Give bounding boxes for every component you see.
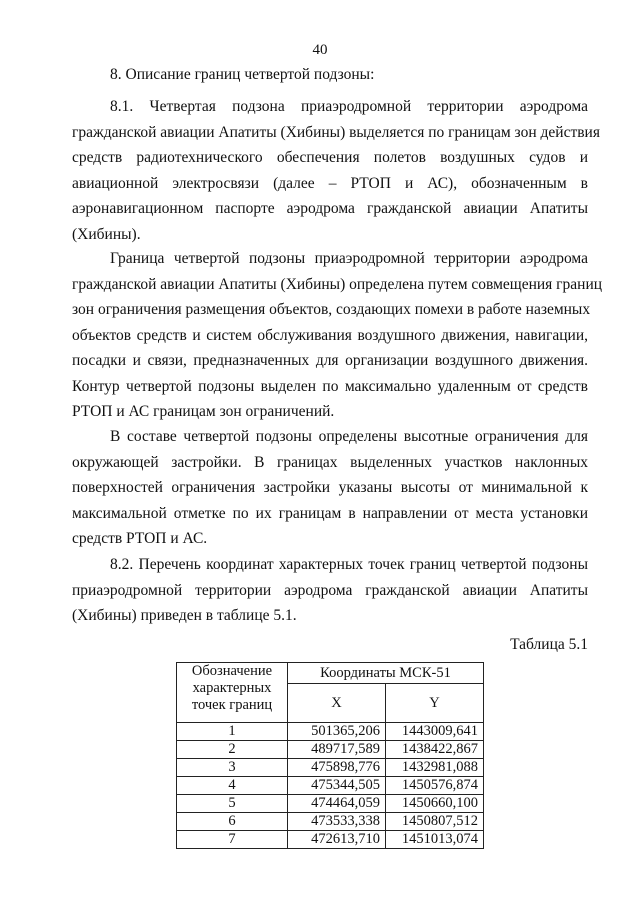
point-number-cell: 7 xyxy=(177,831,288,849)
table-row xyxy=(177,741,484,759)
paragraph-boundary xyxy=(72,246,603,425)
table-row xyxy=(177,777,484,795)
point-number-cell: 3 xyxy=(177,759,288,777)
x-cell: 475344,505 xyxy=(288,777,386,795)
col-header-y: Y xyxy=(386,684,484,723)
table-caption: Таблица 5.1 xyxy=(510,636,588,653)
paragraph-line: Граница четвертой подзоны приаэродромной территории аэродрома xyxy=(110,250,588,267)
paragraph-line: поверхностей ограничения застройки указаны высоты от минимальной к xyxy=(72,479,588,496)
paragraph-line: приаэродромной территории аэродрома гражданской авиации Апатиты xyxy=(72,581,588,599)
y-cell: 1451013,074 xyxy=(386,831,484,849)
paragraph-line: авиационной электросвязи (далее – РТОП и АС), обозначенным в xyxy=(72,174,588,192)
point-number-cell: 4 xyxy=(177,777,288,795)
paragraph-line: Контур четвертой подзоны выделен по максимально удаленным от средств xyxy=(72,377,588,395)
x-cell: 489717,589 xyxy=(288,741,386,759)
col-header-coordinates: Координаты МСК-51 xyxy=(288,663,484,684)
paragraph-line: средств радиотехнического обеспечения полетов воздушных судов и xyxy=(72,149,588,166)
col-header-line: характерных xyxy=(192,680,272,696)
paragraph-line: 8.1. Четвертая подзона приаэродромной территории аэродрома xyxy=(110,98,588,115)
x-cell: 472613,710 xyxy=(288,831,386,849)
paragraph-line: средств РТОП и АС. xyxy=(72,530,208,547)
paragraph-line: 8.2. Перечень координат характерных точек границ четвертой подзоны xyxy=(110,556,588,573)
point-number-cell: 6 xyxy=(177,813,288,831)
y-cell: 1450576,874 xyxy=(386,777,484,795)
coordinates-table xyxy=(176,662,484,849)
paragraph-line: РТОП и АС границам зон ограничений. xyxy=(72,403,335,420)
x-cell: 474464,059 xyxy=(288,795,386,813)
y-cell: 1450807,512 xyxy=(386,813,484,831)
y-cell: 1438422,867 xyxy=(386,741,484,759)
point-number-cell: 5 xyxy=(177,795,288,813)
table-row xyxy=(177,723,484,741)
col-header-line: Обозначение xyxy=(191,663,273,679)
paragraph-line: посадки и связи, предназначенных для организации воздушного движения. xyxy=(72,352,588,369)
paragraph-line: гражданской авиации Апатиты (Хибины) определена путем совмещения границ xyxy=(72,275,603,293)
point-number-cell: 2 xyxy=(177,741,288,759)
paragraph-8-2 xyxy=(72,552,588,629)
x-cell: 501365,206 xyxy=(288,723,386,741)
paragraph-line: (Хибины). xyxy=(72,225,141,243)
col-header-points xyxy=(177,663,288,723)
table-row xyxy=(177,795,484,813)
paragraph-line: максимальной отметке по их границам в направлении от места установки xyxy=(72,504,588,522)
paragraph-line: В составе четвертой подзоны определены высотные ограничения для xyxy=(110,428,588,445)
page-number: 40 xyxy=(312,42,328,58)
paragraph-line: объектов средств и систем обслуживания воздушного движения, навигации, xyxy=(72,326,588,344)
paragraph-line: окружающей застройки. В границах выделенных участков наклонных xyxy=(72,453,588,471)
y-cell: 1443009,641 xyxy=(386,723,484,741)
paragraph-8-1 xyxy=(72,94,600,247)
col-header-x: X xyxy=(288,684,386,723)
table-row xyxy=(177,759,484,777)
section-heading: 8. Описание границ четвертой подзоны: xyxy=(110,66,375,83)
table-row xyxy=(177,813,484,831)
x-cell: 475898,776 xyxy=(288,759,386,777)
x-cell: 473533,338 xyxy=(288,813,386,831)
y-cell: 1432981,088 xyxy=(386,759,484,777)
paragraph-line: аэронавигационном паспорте аэродрома гражданской авиации Апатиты xyxy=(72,200,588,217)
paragraph-line: зон ограничения размещения объектов, создающих помехи в работе наземных xyxy=(72,301,591,318)
y-cell: 1450660,100 xyxy=(386,795,484,813)
table-row xyxy=(177,831,484,849)
col-header-line: точек границ xyxy=(191,697,273,713)
paragraph-line: (Хибины) приведен в таблице 5.1. xyxy=(72,607,297,624)
paragraph-height-limits xyxy=(72,424,588,552)
paragraph-line: гражданской авиации Апатиты (Хибины) выделяется по границам зон действия xyxy=(72,123,600,141)
point-number-cell: 1 xyxy=(177,723,288,741)
